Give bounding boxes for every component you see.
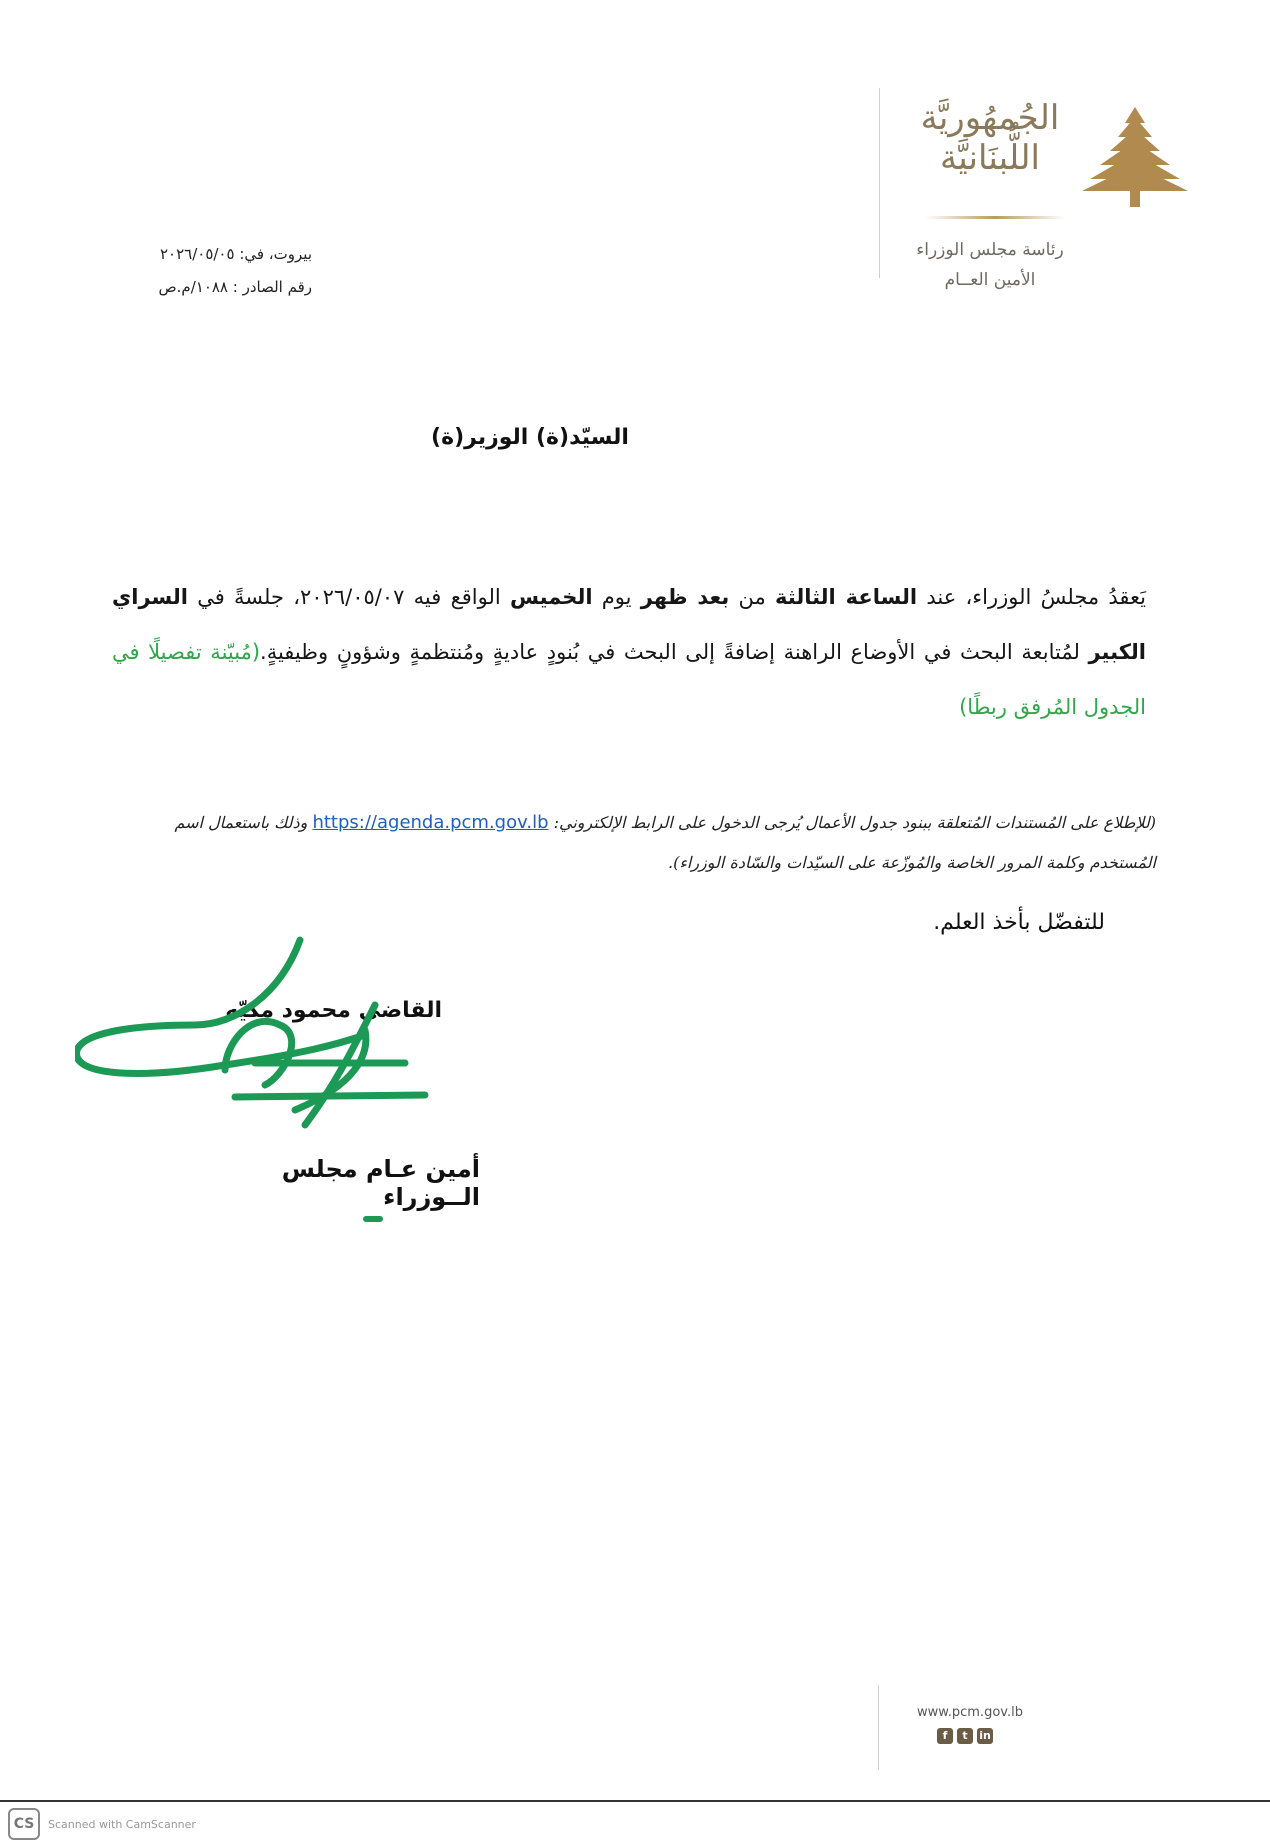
agenda-access-note xyxy=(112,803,1156,883)
office-line-secretary: الأمين العــام xyxy=(944,270,1036,290)
handwritten-signature xyxy=(75,935,485,1135)
body-text: لمُتابعة البحث في الأوضاع الراهنة إضافةً إلى البحث في بُنودٍ عاديةٍ ومُنتظمةٍ وشؤونٍ وظيفيةٍ. xyxy=(260,640,1089,664)
scanner-watermark xyxy=(8,1808,196,1840)
ink-mark xyxy=(363,1216,383,1222)
footer-vertical-divider xyxy=(878,1685,879,1770)
office-name xyxy=(905,235,1075,295)
body-text: من xyxy=(729,585,776,609)
facebook-icon[interactable]: f xyxy=(937,1728,953,1744)
linkedin-icon[interactable]: in xyxy=(977,1728,993,1744)
reference-line: رقم الصادر : ١٠٨٨/م.ص xyxy=(158,278,312,296)
office-line-presidency: رئاسة مجلس الوزراء xyxy=(916,240,1064,260)
body-time: الساعة الثالثة xyxy=(775,585,918,609)
scanner-label: Scanned with CamScanner xyxy=(48,1817,196,1831)
closing-line: للتفضّل بأخذ العلم. xyxy=(933,910,1105,935)
body-day: الخميس xyxy=(509,585,593,609)
body-text: يَعقدُ مجلسُ الوزراء، عند xyxy=(917,585,1147,609)
body-text: الواقع فيه ٢٠٢٦/٠٥/٠٧، جلسةً في xyxy=(187,585,510,609)
body-afternoon: بعد ظهر xyxy=(640,585,730,609)
header-vertical-divider xyxy=(879,88,880,278)
signer-name: القاضي محمود مكيّه xyxy=(225,998,442,1023)
body-venue: السراي الكبير xyxy=(112,585,1146,664)
cedar-emblem-icon xyxy=(1080,105,1190,210)
attachment-note: (مُبيّنة تفصيلًا في الجدول المُرفق ربطًا) xyxy=(112,640,1146,719)
republic-title-line1: الجُمهُوريَّة xyxy=(920,98,1060,138)
camscanner-icon: CS xyxy=(8,1808,40,1840)
republic-title xyxy=(905,98,1075,178)
republic-title-line2: اللُّبنَانيَّة xyxy=(940,138,1040,178)
twitter-icon[interactable]: t xyxy=(957,1728,973,1744)
salutation: السيّد(ة) الوزير(ة) xyxy=(431,425,629,450)
social-links xyxy=(937,1728,993,1744)
body-paragraph xyxy=(112,570,1146,735)
footer-website[interactable]: www.pcm.gov.lb xyxy=(917,1705,1023,1720)
date-line: بيروت، في: ٢٠٢٦/٠٥/٠٥ xyxy=(159,245,312,263)
note-text: (للإطلاع على المُستندات المُتعلقة ببنود جدول الأعمال يُرجى الدخول على الرابط الإلكتروني: xyxy=(548,813,1156,832)
note-text: وذلك باستعمال اسم المُستخدم وكلمة المرور الخاصة والمُوزّعة على السيّدات والسّادة الوزراء). xyxy=(174,813,1156,872)
header-gold-divider xyxy=(925,216,1065,219)
page-bottom-border xyxy=(0,1800,1270,1802)
agenda-link[interactable]: https://agenda.pcm.gov.lb xyxy=(312,812,549,833)
letter-meta xyxy=(100,238,312,304)
signer-title: أمين عـام مجلس الــوزراء xyxy=(281,1155,480,1211)
body-text: يوم xyxy=(592,585,641,609)
